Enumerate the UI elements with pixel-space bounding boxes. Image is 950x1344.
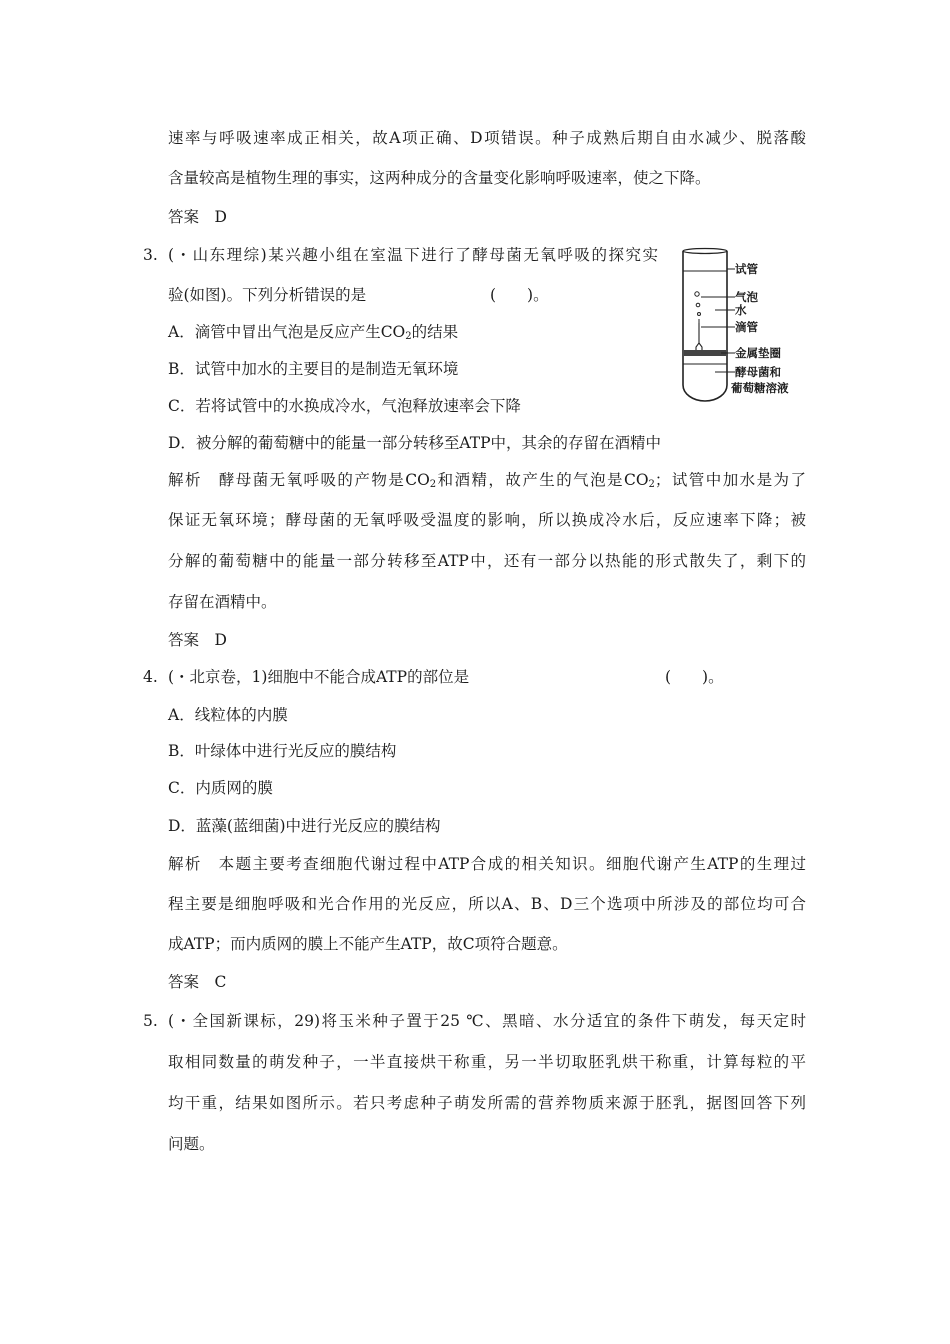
q3-answer: 答案 D (168, 631, 227, 649)
q3-number: 3. (143, 246, 158, 264)
q4-analysis-line-2: 程主要是细胞呼吸和光合作用的光反应，所以A、B、D三个选项中所涉及的部位均可合 (168, 895, 806, 913)
q5-line-4: 问题。 (168, 1135, 215, 1153)
label-solution-1: 酵母菌和 (735, 365, 781, 379)
q3-analysis-text-c: ；试管中加水是为了 (654, 471, 806, 489)
q3-analysis-line-1 (168, 470, 806, 490)
q5-line-1: (・全国新课标，29)将玉米种子置于25 ℃、黑暗、水分适宜的条件下萌发，每天定时 (168, 1012, 806, 1030)
test-tube-outline (683, 251, 727, 401)
label-solution-2: 葡萄糖溶液 (731, 381, 789, 395)
intro-line-2: 含量较高是植物生理的事实，这两种成分的含量变化影响呼吸速率，使之下降。 (168, 169, 711, 187)
q4-option-c: C．内质网的膜 (168, 779, 273, 797)
q3-option-a-tail: 的结果 (411, 323, 459, 341)
q3-analysis-line-4: 存留在酒精中。 (168, 593, 277, 611)
label-water: 水 (735, 303, 747, 317)
q4-analysis-line-1: 解析 本题主要考查细胞代谢过程中ATP合成的相关知识。细胞代谢产生ATP的生理过 (168, 855, 806, 873)
q3-option-a (168, 322, 458, 342)
q3-analysis-sub-1: 2 (429, 479, 437, 490)
q3-option-a-text: A．滴管中冒出气泡是反应产生CO (168, 323, 406, 341)
q3-analysis-line-2: 保证无氧环境；酵母菌的无氧呼吸受温度的影响，所以换成冷水后，反应速率下降；被 (168, 511, 806, 529)
intro-line-1: 速率与呼吸速率成正相关，故A项正确、D项错误。种子成熟后期自由水减少、脱落酸 (168, 129, 806, 147)
q3-stem-line-2: 验(如图)。下列分析错误的是 (168, 286, 367, 304)
q3-option-c: C．若将试管中的水换成冷水，气泡释放速率会下降 (168, 397, 521, 415)
q3-analysis-line-3: 分解的葡萄糖中的能量一部分转移至ATP中，还有一部分以热能的形式散失了，剩下的 (168, 552, 806, 570)
q3-option-d: D．被分解的葡萄糖中的能量一部分转移至ATP中，其余的存留在酒精中 (168, 434, 662, 452)
q4-answer-bracket: ( )。 (665, 668, 724, 686)
q3-analysis-text-a: 解析 酵母菌无氧呼吸的产物是CO (168, 471, 430, 489)
q3-analysis-sub-2: 2 (648, 479, 655, 490)
q4-option-a: A．线粒体的内膜 (168, 706, 288, 724)
q5-number: 5. (143, 1012, 158, 1030)
metal-washer (684, 350, 726, 356)
q4-option-b: B．叶绿体中进行光反应的膜结构 (168, 742, 397, 760)
bubble-1 (695, 292, 699, 296)
q4-stem: (・北京卷，1)细胞中不能合成ATP的部位是 (168, 668, 470, 686)
q4-number: 4. (143, 668, 158, 686)
q3-stem-line-1: (・山东理综)某兴趣小组在室温下进行了酵母菌无氧呼吸的探究实 (168, 246, 658, 264)
q4-option-d: D．蓝藻(蓝细菌)中进行光反应的膜结构 (168, 817, 441, 835)
q3-answer-bracket: ( )。 (490, 286, 549, 304)
test-tube-rim (683, 249, 727, 254)
label-dropper: 滴管 (735, 320, 758, 334)
bubble-2 (696, 303, 700, 307)
q3-analysis-text-b: 和酒精，故产生的气泡是CO (436, 471, 649, 489)
q4-analysis-line-3: 成ATP；而内质网的膜上不能产生ATP，故C项符合题意。 (168, 935, 568, 953)
yeast-experiment-figure (675, 247, 815, 405)
bubble-3 (698, 313, 701, 316)
label-bubble: 气泡 (735, 290, 758, 304)
label-test-tube: 试管 (735, 262, 758, 276)
label-metal-washer: 金属垫圈 (735, 346, 781, 360)
intro-answer: 答案 D (168, 208, 227, 226)
q3-option-a-subscript: 2 (405, 331, 412, 342)
q4-answer: 答案 C (168, 973, 227, 991)
q3-option-b: B．试管中加水的主要目的是制造无氧环境 (168, 360, 459, 378)
q5-line-3: 均干重，结果如图所示。若只考虑种子萌发所需的营养物质来源于胚乳，据图回答下列 (168, 1094, 806, 1112)
q5-line-2: 取相同数量的萌发种子，一半直接烘干称重，另一半切取胚乳烘干称重，计算每粒的平 (168, 1053, 806, 1071)
